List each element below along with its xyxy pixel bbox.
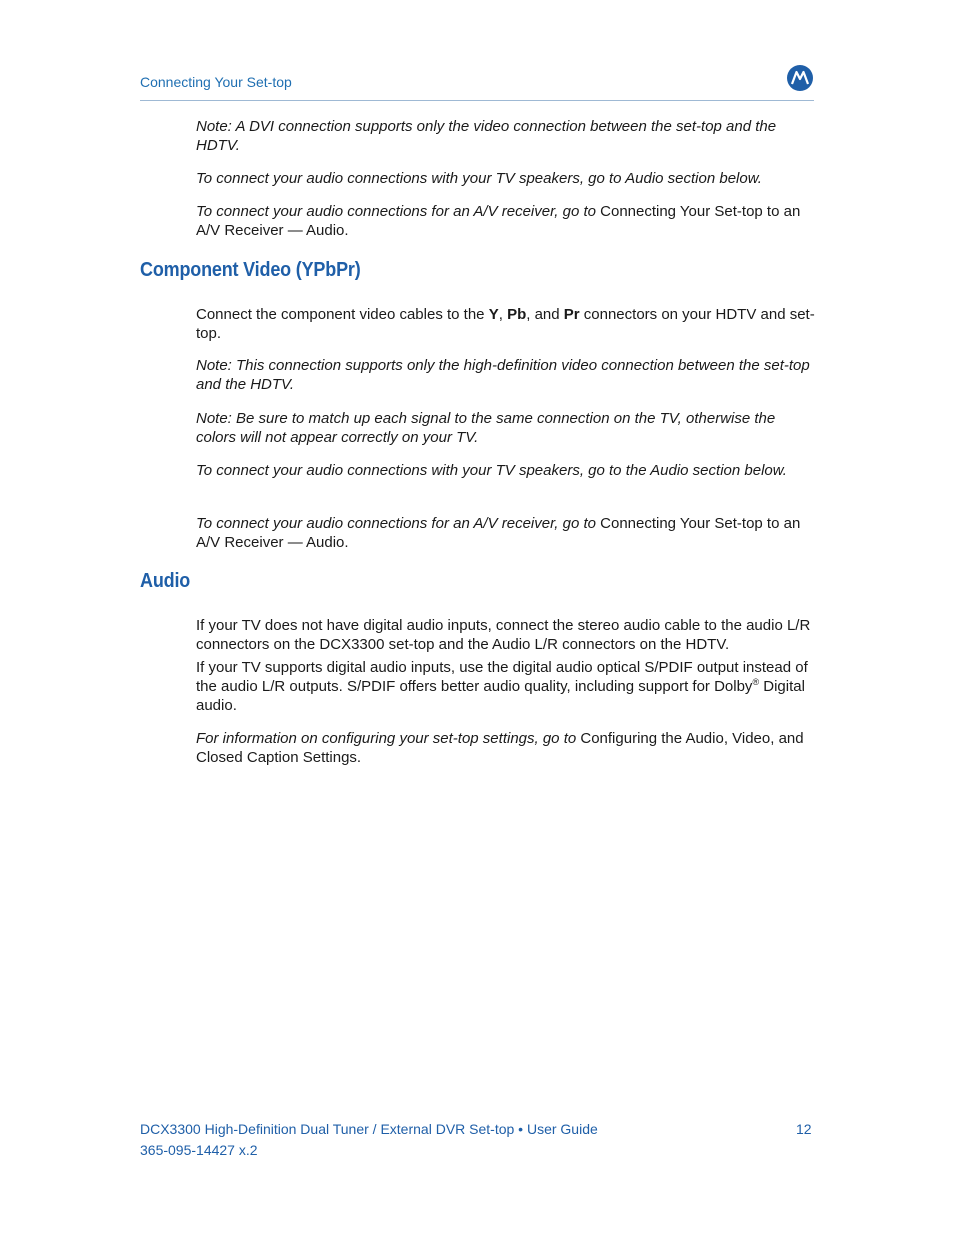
dvi-av-receiver-prefix: To connect your audio connections for an A/V receiver, go to — [196, 203, 601, 220]
footer-product-title: DCX3300 High-Definition Dual Tuner / External DVR Set-top • User Guide — [140, 1121, 598, 1137]
intro-prefix: Connect the component video cables to the — [196, 306, 489, 323]
connector-pr: Pr — [563, 306, 580, 323]
audio-para-digital — [196, 658, 816, 715]
component-tv-speakers-note: To connect your audio connections with your TV speakers, go to the Audio section below. — [196, 462, 787, 479]
intro-sep2: , and — [526, 306, 564, 323]
dvi-note: Note: A DVI connection supports only the video connection between the set-top and the HDTV. — [196, 118, 777, 154]
component-av-receiver-link[interactable]: Connecting Your Set-top to an A/V Receiver — Audio. — [196, 515, 801, 551]
component-av-receiver-note — [196, 514, 816, 552]
component-note-hd: Note: This connection supports only the high-definition video connection between the set-top and the HDTV. — [196, 357, 810, 393]
component-video-intro — [196, 305, 816, 343]
motorola-logo-icon — [787, 65, 813, 91]
dvi-av-receiver-note — [196, 202, 816, 240]
connector-y: Y — [488, 306, 499, 323]
footer-doc-number: 365-095-14427 x.2 — [140, 1142, 258, 1158]
intro-sep1: , — [498, 306, 508, 323]
audio-heading: Audio — [140, 570, 191, 592]
page-number: 12 — [796, 1121, 812, 1137]
digital-suffix: Digital audio. — [196, 678, 805, 714]
connector-pb: Pb — [507, 306, 527, 323]
audio-para-analog: If your TV does not have digital audio inputs, connect the stereo audio cable to the audio L/R connectors on the DCX3300 set-top and the Audio L/R connectors on the HDTV. — [196, 617, 811, 653]
dvi-av-receiver-link[interactable]: Connecting Your Set-top to an A/V Receiver — Audio. — [196, 203, 801, 239]
component-note-match: Note: Be sure to match up each signal to the same connection on the TV, otherwise the colors will not appear correctly on your TV. — [196, 410, 776, 446]
component-av-receiver-prefix: To connect your audio connections for an A/V receiver, go to — [196, 515, 601, 532]
component-video-heading: Component Video (YPbPr) — [140, 259, 361, 281]
digital-prefix: If your TV supports digital audio inputs, use the digital audio optical S/PDIF output instead of the audio L/R outputs. S/PDIF offers better audio quality, including support for Dolby — [196, 659, 808, 695]
header-divider — [140, 100, 814, 101]
config-prefix: For information on configuring your set-top settings, go to — [196, 730, 581, 747]
config-link[interactable]: Configuring the Audio, Video, and Closed Caption Settings. — [196, 730, 804, 766]
registered-mark: ® — [752, 677, 760, 687]
audio-config-note — [196, 729, 816, 767]
running-header: Connecting Your Set-top — [140, 74, 292, 90]
dvi-tv-speakers-note: To connect your audio connections with your TV speakers, go to Audio section below. — [196, 170, 762, 187]
intro-suffix: connectors on your HDTV and set-top. — [196, 306, 815, 342]
